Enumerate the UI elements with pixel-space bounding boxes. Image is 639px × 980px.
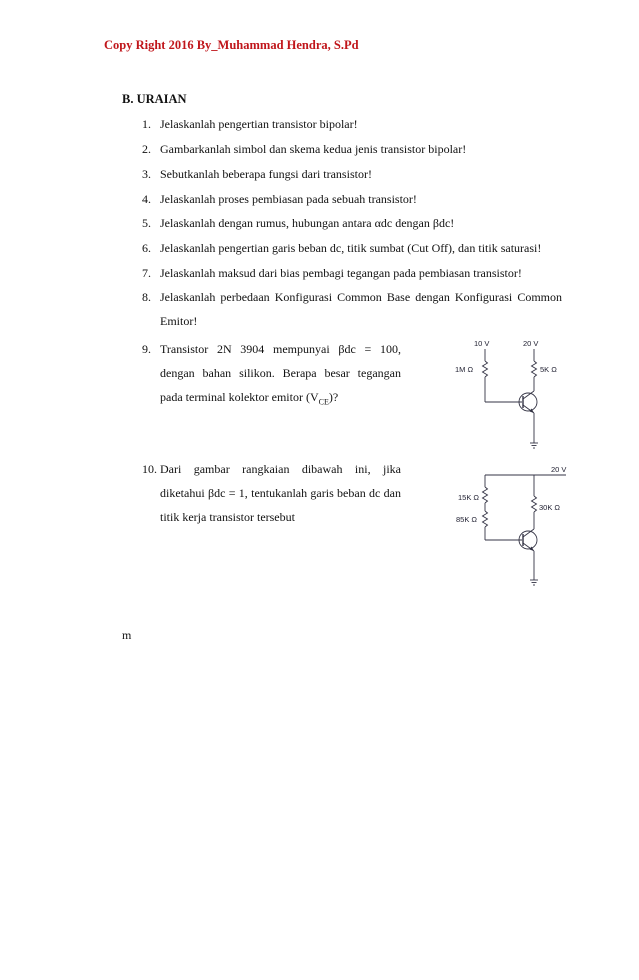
question-number: 2.: [142, 142, 151, 156]
copyright-header: Copy Right 2016 By_Muhammad Hendra, S.Pd: [104, 38, 359, 52]
question-text: [160, 337, 401, 414]
circuit-diagram-1: [450, 335, 580, 455]
circuit2-resistor-1-label: 15K Ω: [458, 493, 480, 502]
question-number: 9.: [142, 342, 151, 356]
circuit2-resistor-3-label: 30K Ω: [539, 503, 561, 512]
circuit1-voltage-1: 10 V: [474, 339, 490, 348]
question-number: 5.: [142, 216, 151, 230]
question-text-main: Transistor 2N 3904 mempunyai βdc = 100, dengan bahan silikon. Berapa besar tegangan pada terminal kolektor emitor (V: [160, 342, 401, 404]
question-text: Jelaskanlah proses pembiasan pada sebuah transistor!: [160, 192, 417, 206]
question-text: Jelaskanlah perbedaan Konfigurasi Common Base dengan Konfigurasi Common Emitor!: [160, 290, 562, 328]
circuit2-voltage: 20 V: [551, 465, 567, 474]
question-number: 4.: [142, 192, 151, 206]
question-text: Jelaskanlah pengertian transistor bipolar!: [160, 117, 358, 131]
vce-subscript: CE: [318, 397, 329, 407]
section-title: B. URAIAN: [122, 92, 187, 106]
circuit1-voltage-2: 20 V: [523, 339, 539, 348]
question-number: 8.: [142, 290, 151, 304]
question-text: Sebutkanlah beberapa fungsi dari transistor!: [160, 167, 372, 181]
question-number: 1.: [142, 117, 151, 131]
circuit-diagram-2: [450, 460, 580, 595]
question-number: 6.: [142, 241, 151, 255]
question-number: 10.: [142, 462, 157, 476]
question-text: Jelaskanlah dengan rumus, hubungan antara αdc dengan βdc!: [160, 216, 455, 230]
question-text: Gambarkanlah simbol dan skema kedua jenis transistor bipolar!: [160, 142, 467, 156]
stray-character: m: [122, 628, 132, 642]
question-text: Dari gambar rangkaian dibawah ini, jika diketahui βdc = 1, tentukanlah garis beban dc dan titik kerja transistor tersebut: [160, 462, 401, 524]
question-number: 7.: [142, 266, 151, 280]
circuit2-resistor-2-label: 85K Ω: [456, 515, 478, 524]
circuit1-resistor-2-label: 5K Ω: [540, 365, 557, 374]
question-number: 3.: [142, 167, 151, 181]
question-text-end: )?: [328, 390, 339, 404]
question-text: Jelaskanlah pengertian garis beban dc, titik sumbat (Cut Off), dan titik saturasi!: [160, 241, 542, 255]
circuit1-resistor-1-label: 1M Ω: [455, 365, 474, 374]
question-text: Jelaskanlah maksud dari bias pembagi tegangan pada pembiasan transistor!: [160, 266, 522, 280]
